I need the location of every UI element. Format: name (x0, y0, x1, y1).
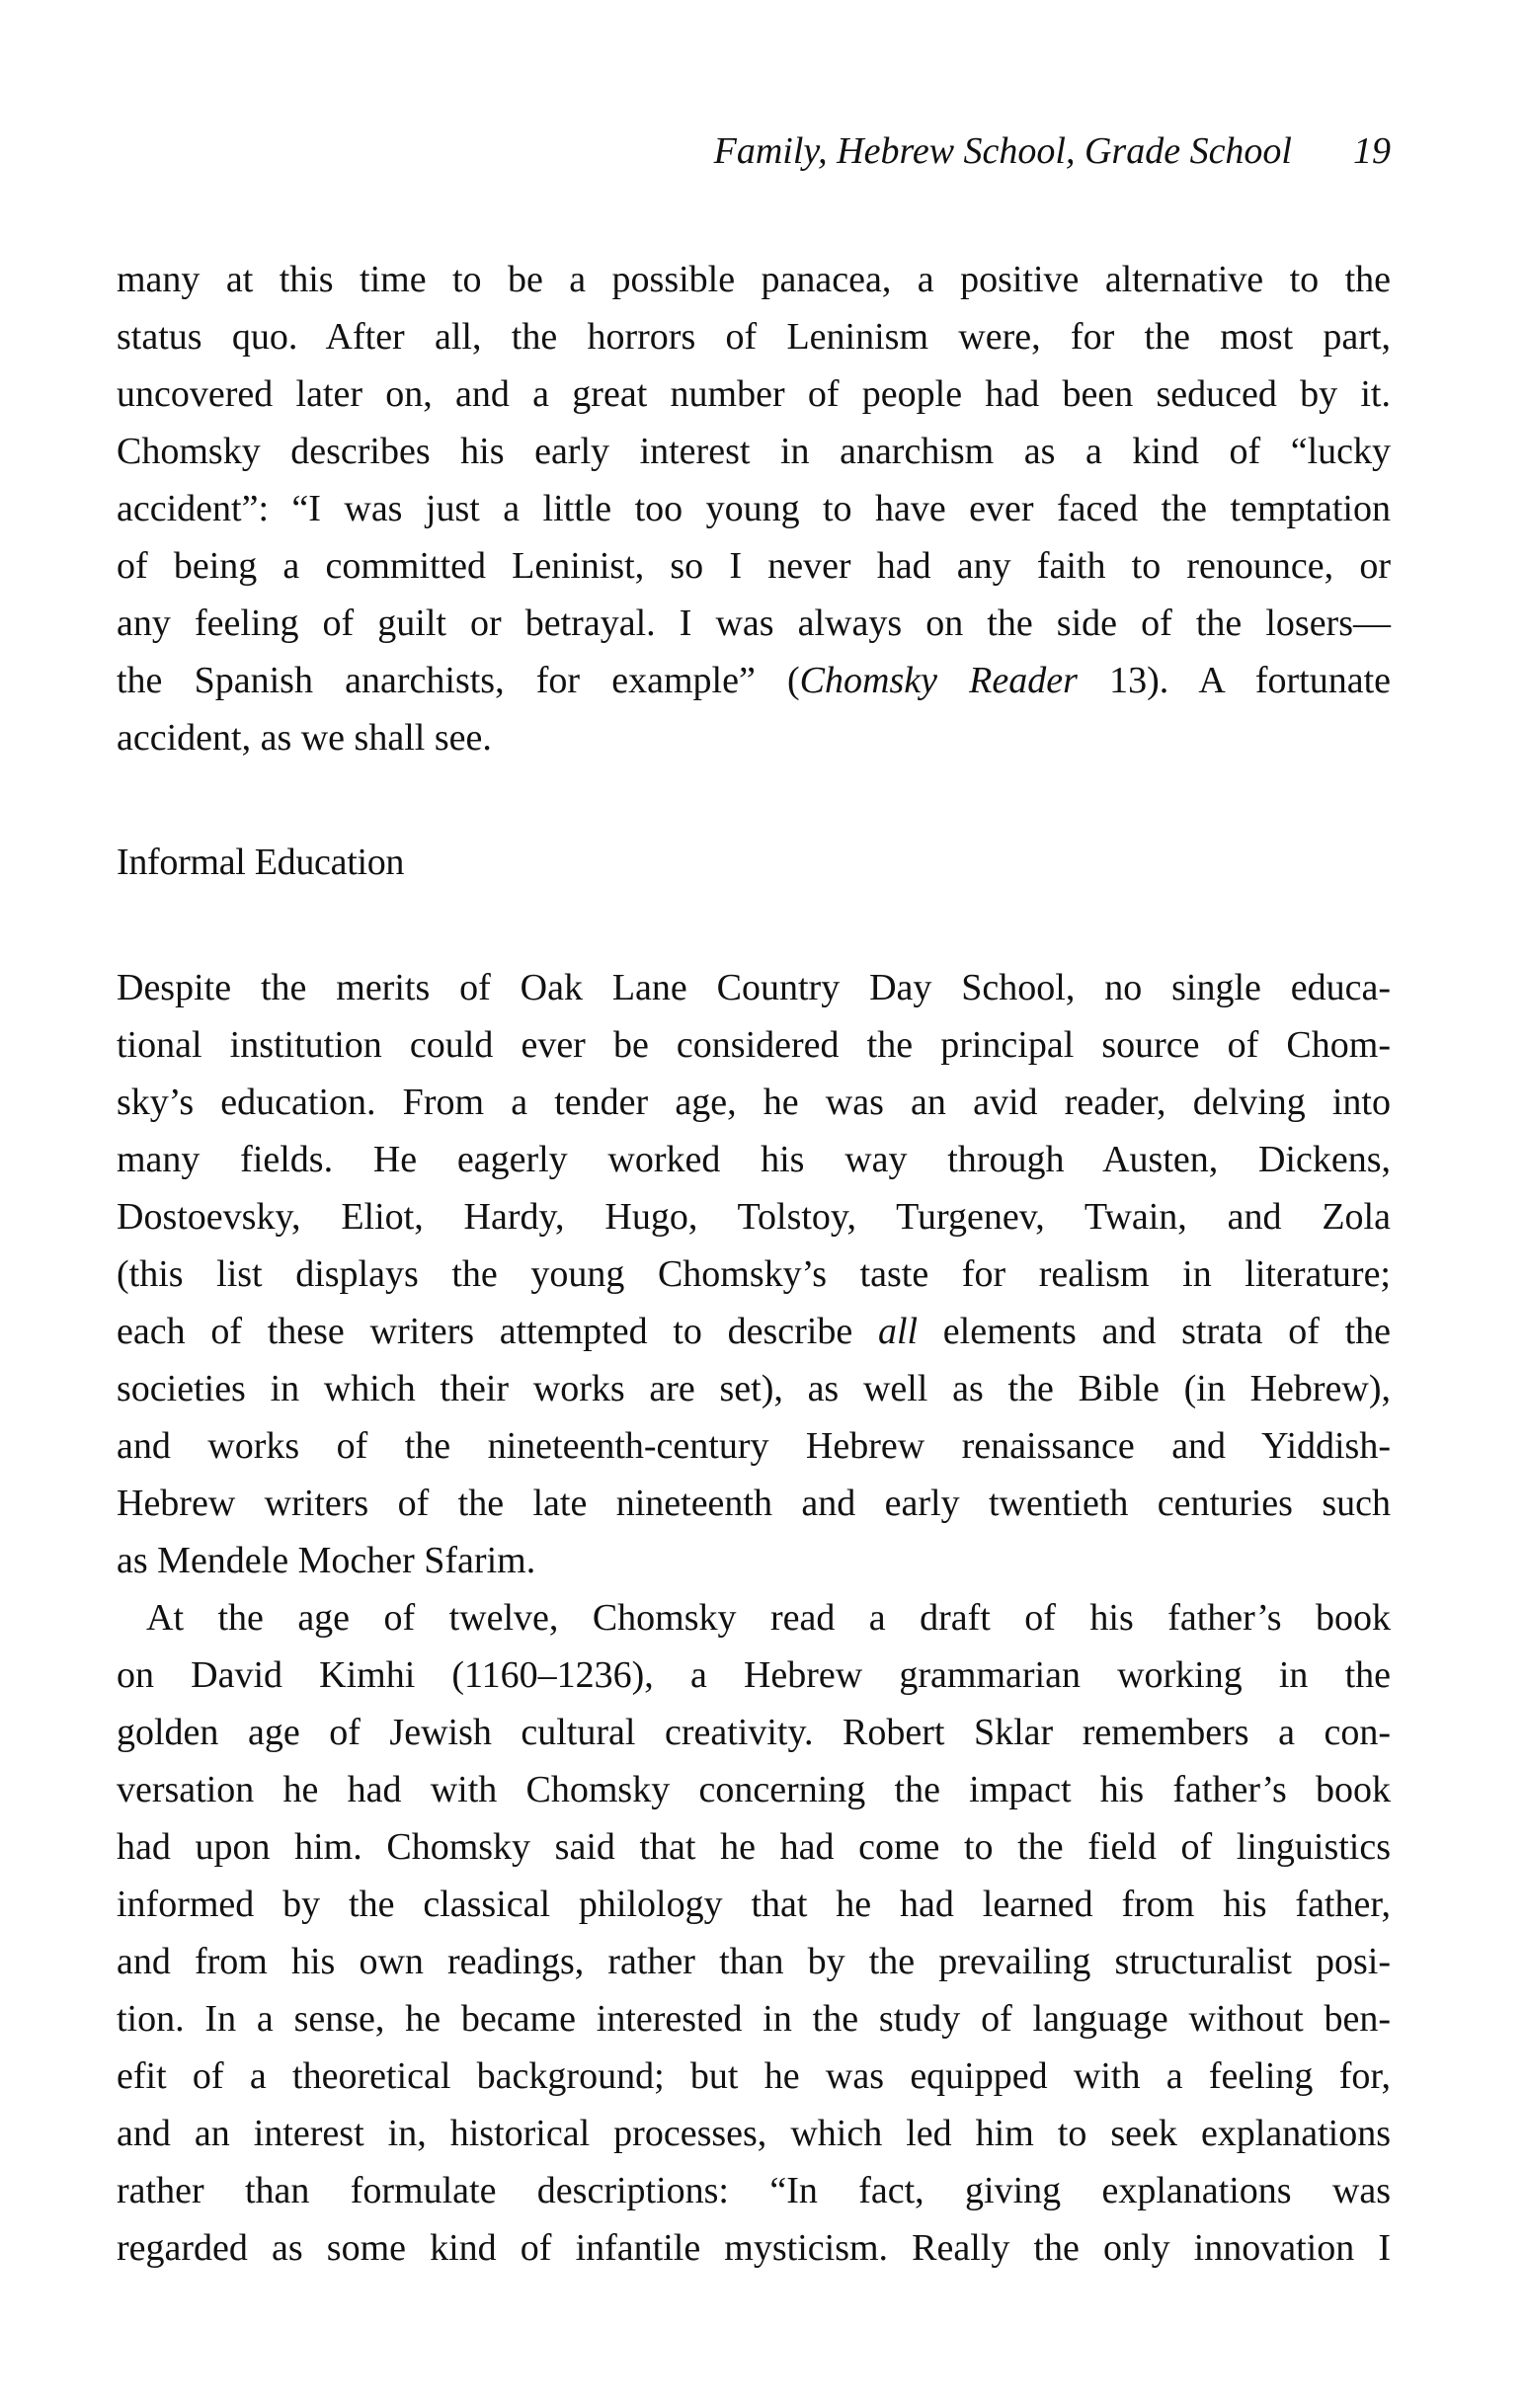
body-text-line: Chomsky describes his early interest in anarchism as a kind of “lucky (117, 431, 1391, 472)
body-text-line: sky’s education. From a tender age, he was an avid reader, delving into (117, 1082, 1391, 1123)
book-title-citation: Chomsky Reader (799, 660, 1078, 701)
body-text-line: status quo. After all, the horrors of Leninism were, for the most part, (117, 316, 1391, 358)
text-run: elements and strata of the (918, 1311, 1391, 1352)
running-head-title: Family, Hebrew School, Grade School (713, 130, 1292, 172)
body-text-line: on David Kimhi (1160–1236), a Hebrew grammarian working in the (117, 1654, 1391, 1696)
text-run: each of these writers attempted to describe (117, 1311, 878, 1352)
body-text-line (117, 1302, 1391, 1361)
body-text-line: regarded as some kind of infantile mysticism. Really the only innovation I (117, 2227, 1391, 2269)
body-text-line: Dostoevsky, Eliot, Hardy, Hugo, Tolstoy, Turgenev, Twain, and Zola (117, 1196, 1391, 1238)
body-text-line: tional institution could ever be considered the principal source of Chom- (117, 1024, 1391, 1066)
body-text-line: golden age of Jewish cultural creativity. Robert Sklar remembers a con- (117, 1712, 1391, 1753)
body-text-line (117, 651, 1391, 710)
body-text-line: any feeling of guilt or betrayal. I was always on the side of the losers— (117, 602, 1391, 644)
body-text-line: uncovered later on, and a great number of people had been seduced by it. (117, 373, 1391, 415)
body-text-line: and an interest in, historical processes, which led him to seek explanations (117, 2113, 1391, 2154)
page-number: 19 (1353, 130, 1391, 172)
body-text-line: accident”: “I was just a little too young to have ever faced the temptation (117, 488, 1391, 529)
body-text-line: and from his own readings, rather than by the prevailing structuralist posi- (117, 1941, 1391, 1982)
body-text-line: societies in which their works are set), as well as the Bible (in Hebrew), (117, 1368, 1391, 1409)
body-text-line: tion. In a sense, he became interested in the study of language without ben- (117, 1998, 1391, 2040)
text-run: 13). A fortunate (1077, 660, 1392, 701)
body-text-line: Despite the merits of Oak Lane Country Day School, no single educa- (117, 967, 1391, 1008)
body-text-line: as Mendele Mocher Sfarim. (117, 1540, 536, 1581)
body-text-line: and works of the nineteenth-century Hebrew renaissance and Yiddish- (117, 1425, 1391, 1467)
body-text-line: At the age of twelve, Chomsky read a draft of his father’s book (146, 1597, 1391, 1639)
emphasis: all (877, 1311, 919, 1352)
body-text-line: versation he had with Chomsky concerning the impact his father’s book (117, 1769, 1391, 1810)
section-heading: Informal Education (117, 842, 405, 883)
body-text-line: informed by the classical philology that he had learned from his father, (117, 1884, 1391, 1925)
body-text-line: many fields. He eagerly worked his way through Austen, Dickens, (117, 1139, 1391, 1180)
body-text-line: many at this time to be a possible panacea, a positive alternative to the (117, 259, 1391, 300)
body-text-line: efit of a theoretical background; but he was equipped with a feeling for, (117, 2055, 1391, 2097)
body-text-line: rather than formulate descriptions: “In fact, giving explanations was (117, 2170, 1391, 2211)
body-text-line: of being a committed Leninist, so I never had any faith to renounce, or (117, 545, 1391, 587)
body-text-line: accident, as we shall see. (117, 717, 492, 759)
body-text-line: had upon him. Chomsky said that he had come to the field of linguistics (117, 1826, 1391, 1868)
text-run: the Spanish anarchists, for example” ( (117, 660, 800, 701)
body-text-line: (this list displays the young Chomsky’s taste for realism in literature; (117, 1253, 1391, 1295)
body-text-line: Hebrew writers of the late nineteenth and early twentieth centuries such (117, 1483, 1391, 1524)
running-head (117, 126, 1391, 176)
